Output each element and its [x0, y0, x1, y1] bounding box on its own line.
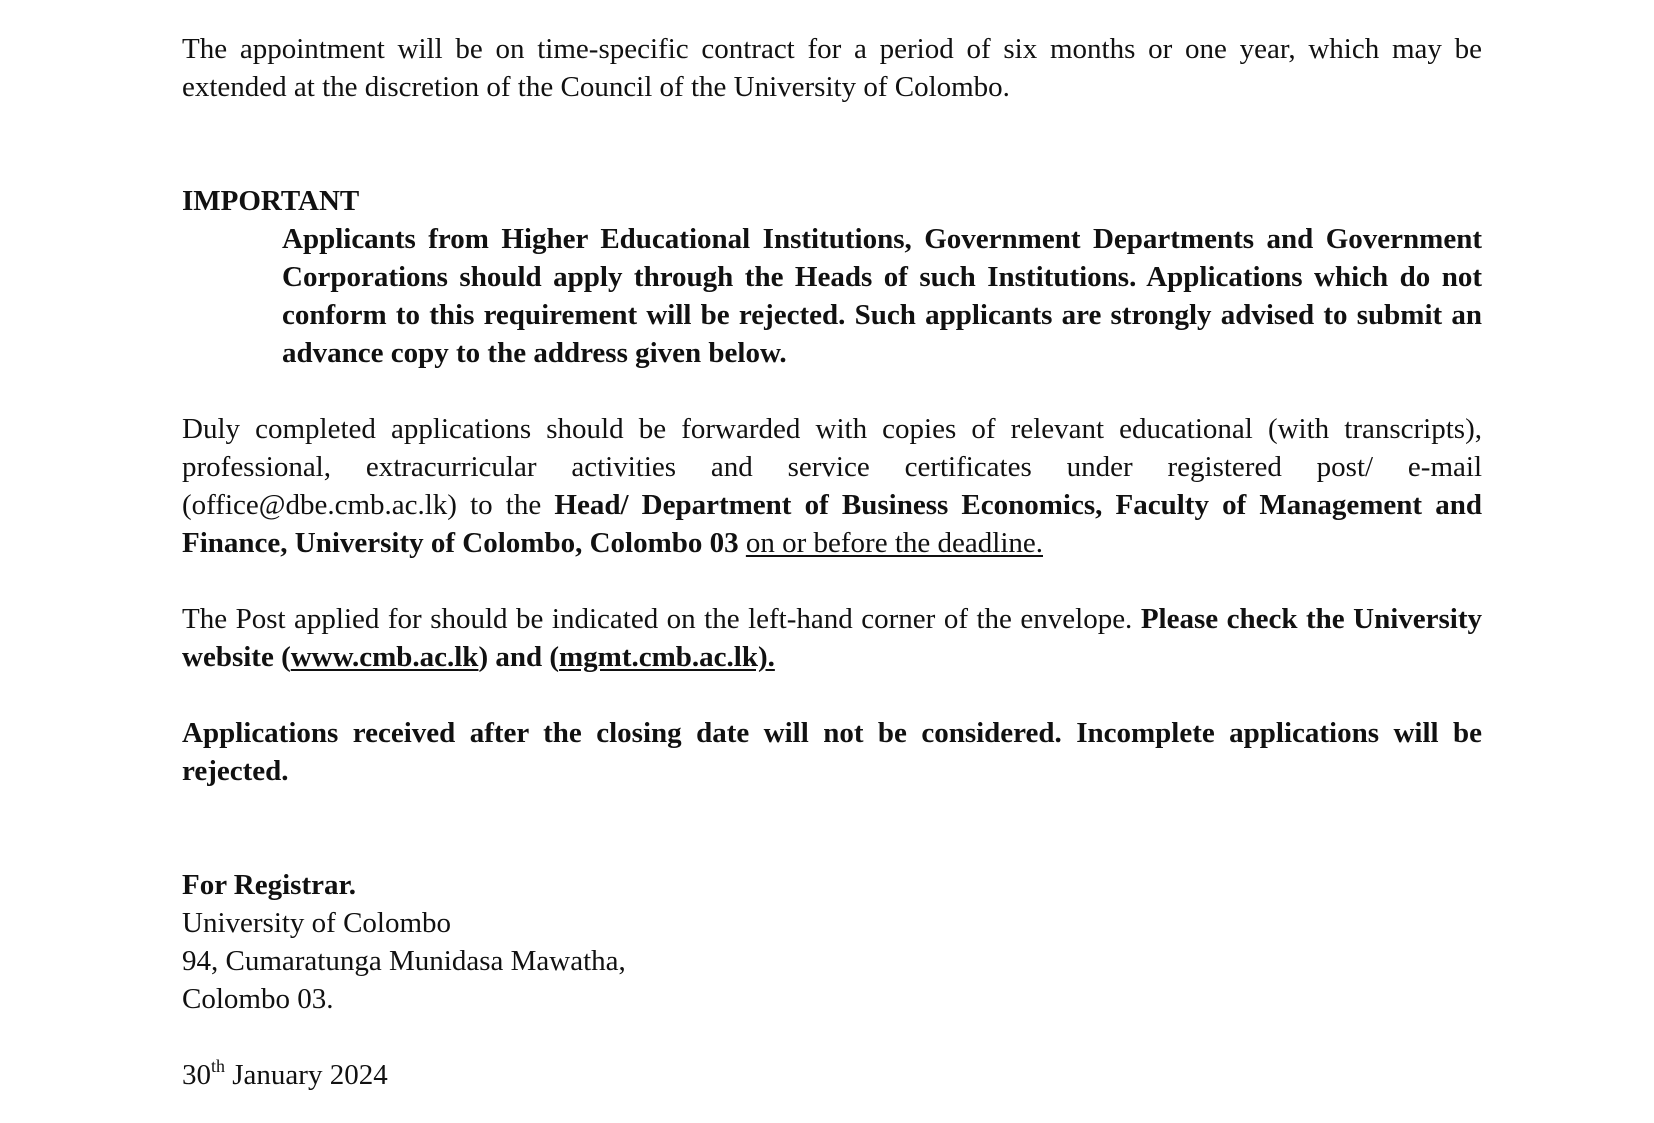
university-website-link[interactable]: www.cmb.ac.lk — [290, 641, 479, 673]
important-paragraph: Applicants from Higher Educational Institutions, Government Departments and Government Corporations should apply through the Heads of such Institutions. Applications which do not conform to this requirement will be rejected. Such applicants are strongly advised to submit an advance copy to the address given below. — [282, 223, 1482, 369]
address-line-3: Colombo 03. — [182, 983, 334, 1015]
applications-paragraph — [182, 410, 1482, 562]
date-suffix: th — [211, 1056, 226, 1076]
address-line-1: University of Colombo — [182, 907, 452, 939]
closing-paragraph: Applications received after the closing date will not be considered. Incomplete applications will be rejected. — [182, 717, 1482, 787]
applications-intro-text: Duly completed applications should be forwarded with copies of relevant educational (with transcripts), professional, extracurricular activities and service certificates under registered post/ e-mail (office@dbe.cmb.ac.lk) to the — [182, 413, 1482, 521]
post-paragraph — [182, 600, 1482, 676]
notice-document — [182, 30, 1482, 1094]
appointment-paragraph: The appointment will be on time-specific contract for a period of six months or one year, which may be extended at the discretion of the Council of the University of Colombo. — [182, 33, 1482, 103]
address-line-2: 94, Cumaratunga Munidasa Mawatha, — [182, 945, 626, 977]
deadline-text: on or before the deadline. — [745, 527, 1043, 559]
for-registrar: For Registrar. — [182, 869, 356, 901]
department-address: Head/ Department of Business Economics, Faculty of Management and Finance, University of Colombo, Colombo 03 — [182, 489, 1482, 559]
spacer-text — [739, 527, 746, 559]
post-intro-text: The Post applied for should be indicated on the left-hand corner of the envelope. — [182, 603, 1141, 635]
notice-date — [182, 1056, 1482, 1094]
signature-block — [182, 866, 1482, 1018]
and-text: ) and ( — [478, 641, 560, 673]
faculty-website-link[interactable]: mgmt.cmb.ac.lk). — [559, 641, 775, 673]
date-rest: January 2024 — [225, 1059, 388, 1091]
check-website-text: Please check the University website ( — [182, 603, 1482, 673]
important-heading: IMPORTANT — [182, 185, 360, 217]
date-day: 30 — [182, 1059, 211, 1091]
